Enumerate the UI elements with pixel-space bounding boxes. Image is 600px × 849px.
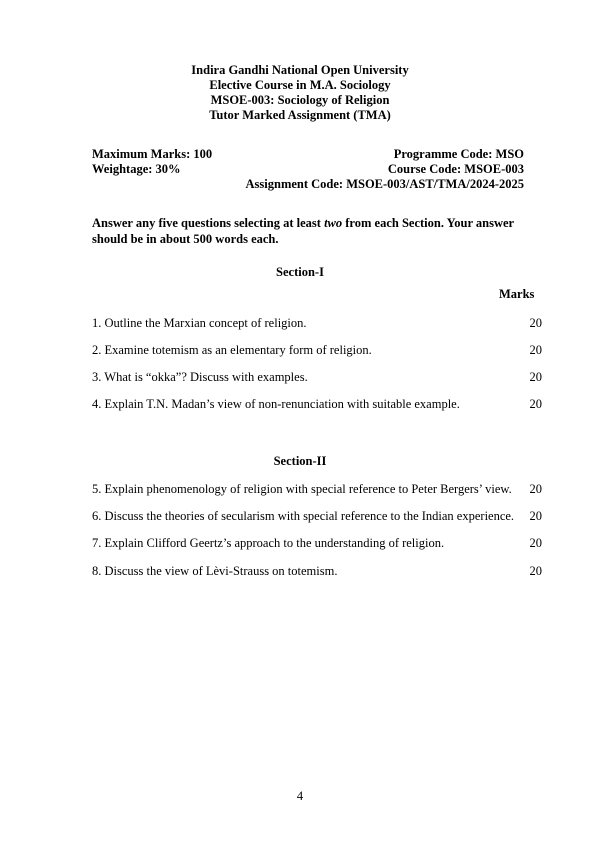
question-marks: 20: [529, 536, 542, 550]
instructions-part2: from each Section. Your answer should be in about 500 words each.: [92, 216, 514, 246]
course-code: Course Code: MSOE-003: [387, 162, 524, 176]
question-marks: 20: [529, 343, 542, 357]
question-text: 6. Discuss the theories of secularism with special reference to the Indian experience.: [92, 509, 515, 523]
question-marks: 20: [529, 564, 542, 578]
question-text: 1. Outline the Marxian concept of religion.: [92, 316, 307, 330]
programme-code: Programme Code: MSO: [393, 147, 524, 161]
paper-title: MSOE-003: Sociology of Religion: [210, 93, 390, 107]
section-title: Section-I: [276, 265, 324, 279]
question-marks: 20: [529, 370, 542, 384]
question-marks: 20: [529, 509, 542, 523]
instructions: [92, 215, 542, 247]
page-number: 4: [296, 789, 304, 803]
question-text: 4. Explain T.N. Madan’s view of non-renunciation with suitable example.: [92, 397, 460, 411]
document-header: [0, 63, 600, 123]
instructions-emph: two: [324, 216, 343, 230]
question-text: 3. What is “okka”? Discuss with examples.: [92, 370, 308, 384]
max-marks: Maximum Marks: 100: [92, 147, 213, 161]
marks-column-header: Marks: [499, 287, 535, 301]
university-name: Indira Gandhi National Open University: [191, 63, 409, 77]
weightage: Weightage: 30%: [92, 162, 181, 176]
instructions-part1: Answer any five questions selecting at least: [92, 216, 325, 230]
assignment-title: Tutor Marked Assignment (TMA): [209, 108, 391, 122]
question-marks: 20: [529, 397, 542, 411]
question-text: 5. Explain phenomenology of religion with special reference to Peter Bergers’ view.: [92, 482, 512, 496]
question-text: 7. Explain Clifford Geertz’s approach to the understanding of religion.: [92, 536, 445, 550]
question-text: 2. Examine totemism as an elementary form of religion.: [92, 343, 372, 357]
course-name: Elective Course in M.A. Sociology: [209, 78, 391, 92]
question-marks: 20: [529, 482, 542, 496]
section-title: Section-II: [273, 454, 327, 468]
question-text: 8. Discuss the view of Lèvi-Strauss on totemism.: [92, 564, 338, 578]
question-marks: 20: [529, 316, 542, 330]
assignment-code: Assignment Code: MSOE-003/AST/TMA/2024-2025: [245, 177, 524, 191]
